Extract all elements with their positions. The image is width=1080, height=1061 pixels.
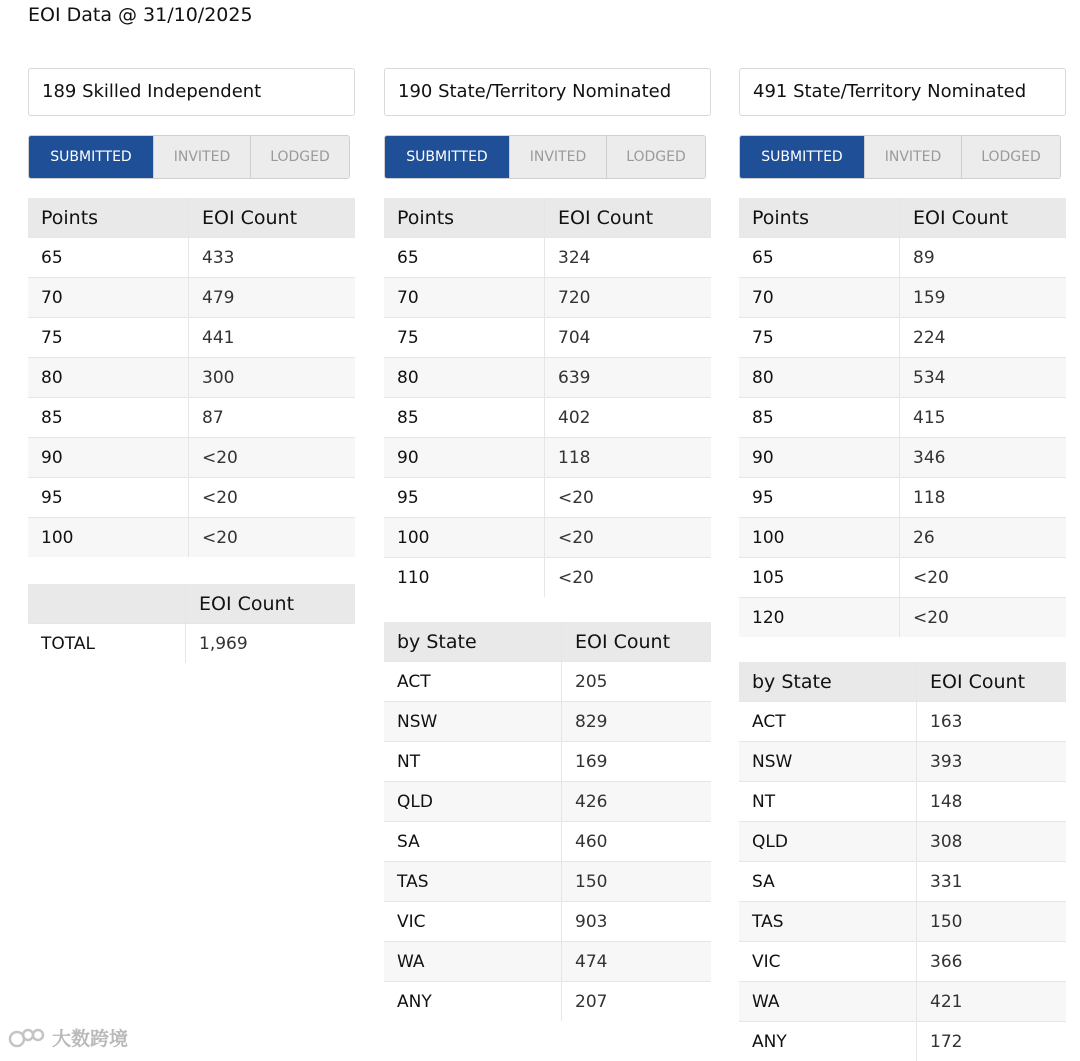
row-label-cell: TAS [384,862,562,902]
eoi-count-cell: 169 [562,742,712,782]
table-row [384,742,711,782]
row-label-cell: 105 [739,558,900,598]
row-label-cell: 100 [384,518,545,558]
table-row [384,478,711,518]
eoi-count-cell: 460 [562,822,712,862]
eoi-count-cell: <20 [900,598,1067,638]
table-row [384,238,711,278]
row-label-cell: TOTAL [28,624,186,664]
eoi-count-cell: 172 [917,1022,1067,1061]
table-row [739,902,1066,942]
eoi-count-cell: 331 [917,862,1067,902]
eoi-count-cell: 26 [900,518,1067,558]
table-row [28,438,355,478]
tab-lodged[interactable]: LODGED [607,136,705,178]
eoi-count-cell: 639 [545,358,712,398]
visa-column-189 [28,68,355,663]
tab-submitted[interactable]: SUBMITTED [740,136,865,178]
tab-invited[interactable]: INVITED [865,136,962,178]
table-row [739,742,1066,782]
eoi-count-cell: 118 [545,438,712,478]
eoi-count-cell: 704 [545,318,712,358]
row-label-cell: 65 [28,238,189,278]
visa-selector-491[interactable]: 491 State/Territory Nominated [739,68,1066,116]
column-header: Points [28,198,189,238]
table-row [739,982,1066,1022]
eoi-count-cell: <20 [545,558,712,598]
row-label-cell: NT [739,782,917,822]
row-label-cell: QLD [384,782,562,822]
column-header: Points [384,198,545,238]
table-row [739,438,1066,478]
eoi-count-cell: 720 [545,278,712,318]
eoi-count-cell: 1,969 [186,624,356,664]
eoi-count-cell: 402 [545,398,712,438]
eoi-count-cell: 421 [917,982,1067,1022]
row-label-cell: QLD [739,822,917,862]
eoi-count-cell: 426 [562,782,712,822]
eoi-count-cell: 346 [900,438,1067,478]
table-header-row [384,622,711,662]
eoi-count-cell: <20 [545,478,712,518]
row-label-cell: VIC [384,902,562,942]
row-label-cell: 65 [384,238,545,278]
eoi-count-cell: 87 [189,398,356,438]
eoi-count-cell: 479 [189,278,356,318]
eoi-count-cell: <20 [189,478,356,518]
table-row [384,822,711,862]
row-label-cell: 100 [28,518,189,558]
column-header [28,584,186,624]
column-header: EOI Count [917,662,1067,702]
status-tabs [28,135,350,179]
column-header: by State [739,662,917,702]
eoi-count-cell: 205 [562,662,712,702]
eoi-count-cell: <20 [900,558,1067,598]
eoi-count-cell: 148 [917,782,1067,822]
table-row [384,558,711,598]
table-row [739,942,1066,982]
tab-lodged[interactable]: LODGED [251,136,349,178]
table-header-row [384,198,711,238]
row-label-cell: ACT [384,662,562,702]
visa-column-190 [384,68,711,1021]
table-row [739,478,1066,518]
row-label-cell: 75 [28,318,189,358]
eoi-count-cell: 474 [562,942,712,982]
table-row [739,518,1066,558]
row-label-cell: SA [384,822,562,862]
eoi-count-cell: 415 [900,398,1067,438]
state-table [739,662,1066,1061]
table-header-row [28,198,355,238]
status-tabs [739,135,1061,179]
row-label-cell: 65 [739,238,900,278]
total-table [28,584,355,663]
table-row [384,278,711,318]
row-label-cell: TAS [739,902,917,942]
tab-invited[interactable]: INVITED [510,136,607,178]
table-row [28,238,355,278]
row-label-cell: ANY [739,1022,917,1061]
row-label-cell: 80 [384,358,545,398]
table-row [739,238,1066,278]
table-row [739,318,1066,358]
table-header-row [739,198,1066,238]
eoi-count-cell: 903 [562,902,712,942]
table-row [384,518,711,558]
row-label-cell: 75 [739,318,900,358]
table-row [384,318,711,358]
row-label-cell: 85 [28,398,189,438]
eoi-count-cell: 207 [562,982,712,1022]
row-label-cell: WA [739,982,917,1022]
tab-invited[interactable]: INVITED [154,136,251,178]
tab-submitted[interactable]: SUBMITTED [385,136,510,178]
column-header: Points [739,198,900,238]
eoi-count-cell: 89 [900,238,1067,278]
table-row [739,398,1066,438]
eoi-count-cell: 366 [917,942,1067,982]
tab-submitted[interactable]: SUBMITTED [29,136,154,178]
row-label-cell: WA [384,942,562,982]
eoi-count-cell: 163 [917,702,1067,742]
column-header: by State [384,622,562,662]
eoi-count-cell: 308 [917,822,1067,862]
row-label-cell: 90 [384,438,545,478]
row-label-cell: 70 [739,278,900,318]
watermark-logo-icon [8,1025,48,1051]
row-label-cell: NSW [384,702,562,742]
row-label-cell: 90 [28,438,189,478]
table-row [739,862,1066,902]
table-row [739,782,1066,822]
eoi-count-cell: 159 [900,278,1067,318]
row-label-cell: VIC [739,942,917,982]
eoi-count-cell: 150 [917,902,1067,942]
eoi-count-cell: <20 [189,438,356,478]
visa-selector-190[interactable]: 190 State/Territory Nominated [384,68,711,116]
points-table [739,198,1066,637]
points-table [384,198,711,597]
table-row [28,358,355,398]
table-row [384,862,711,902]
eoi-count-cell: 829 [562,702,712,742]
row-label-cell: 80 [739,358,900,398]
table-row [28,318,355,358]
visa-column-491 [739,68,1066,1061]
visa-selector-189[interactable]: 189 Skilled Independent [28,68,355,116]
eoi-count-cell: <20 [189,518,356,558]
watermark [8,1024,128,1051]
status-tabs [384,135,706,179]
column-header: EOI Count [545,198,712,238]
table-row [384,662,711,702]
table-row [739,598,1066,638]
column-header: EOI Count [189,198,356,238]
table-row [28,278,355,318]
table-row [739,278,1066,318]
eoi-count-cell: 118 [900,478,1067,518]
eoi-count-cell: 300 [189,358,356,398]
table-row [739,558,1066,598]
eoi-count-cell: 534 [900,358,1067,398]
table-row [384,398,711,438]
row-label-cell: 75 [384,318,545,358]
row-label-cell: 70 [384,278,545,318]
table-row [384,358,711,398]
table-row [384,982,711,1022]
tab-lodged[interactable]: LODGED [962,136,1060,178]
table-row [739,1022,1066,1061]
row-label-cell: 95 [739,478,900,518]
row-label-cell: 110 [384,558,545,598]
eoi-count-cell: 441 [189,318,356,358]
row-label-cell: 120 [739,598,900,638]
table-row [384,702,711,742]
row-label-cell: NSW [739,742,917,782]
eoi-count-cell: <20 [545,518,712,558]
row-label-cell: ANY [384,982,562,1022]
row-label-cell: SA [739,862,917,902]
table-row [384,438,711,478]
state-table [384,622,711,1021]
eoi-count-cell: 150 [562,862,712,902]
column-header: EOI Count [562,622,712,662]
row-label-cell: 85 [739,398,900,438]
column-header: EOI Count [186,584,356,624]
row-label-cell: NT [384,742,562,782]
row-label-cell: 95 [28,478,189,518]
table-row [28,624,355,664]
points-table [28,198,355,557]
row-label-cell: 100 [739,518,900,558]
row-label-cell: 90 [739,438,900,478]
table-header-row [739,662,1066,702]
watermark-text: 大数跨境 [52,1024,128,1051]
row-label-cell: 80 [28,358,189,398]
row-label-cell: ACT [739,702,917,742]
eoi-count-cell: 324 [545,238,712,278]
page-title: EOI Data @ 31/10/2025 [28,4,253,26]
row-label-cell: 70 [28,278,189,318]
eoi-count-cell: 224 [900,318,1067,358]
table-row [739,822,1066,862]
table-row [28,478,355,518]
row-label-cell: 85 [384,398,545,438]
table-row [384,782,711,822]
eoi-count-cell: 433 [189,238,356,278]
table-row [384,902,711,942]
table-row [28,398,355,438]
table-row [384,942,711,982]
column-header: EOI Count [900,198,1067,238]
table-header-row [28,584,355,624]
table-row [739,702,1066,742]
table-row [28,518,355,558]
row-label-cell: 95 [384,478,545,518]
table-row [739,358,1066,398]
eoi-count-cell: 393 [917,742,1067,782]
